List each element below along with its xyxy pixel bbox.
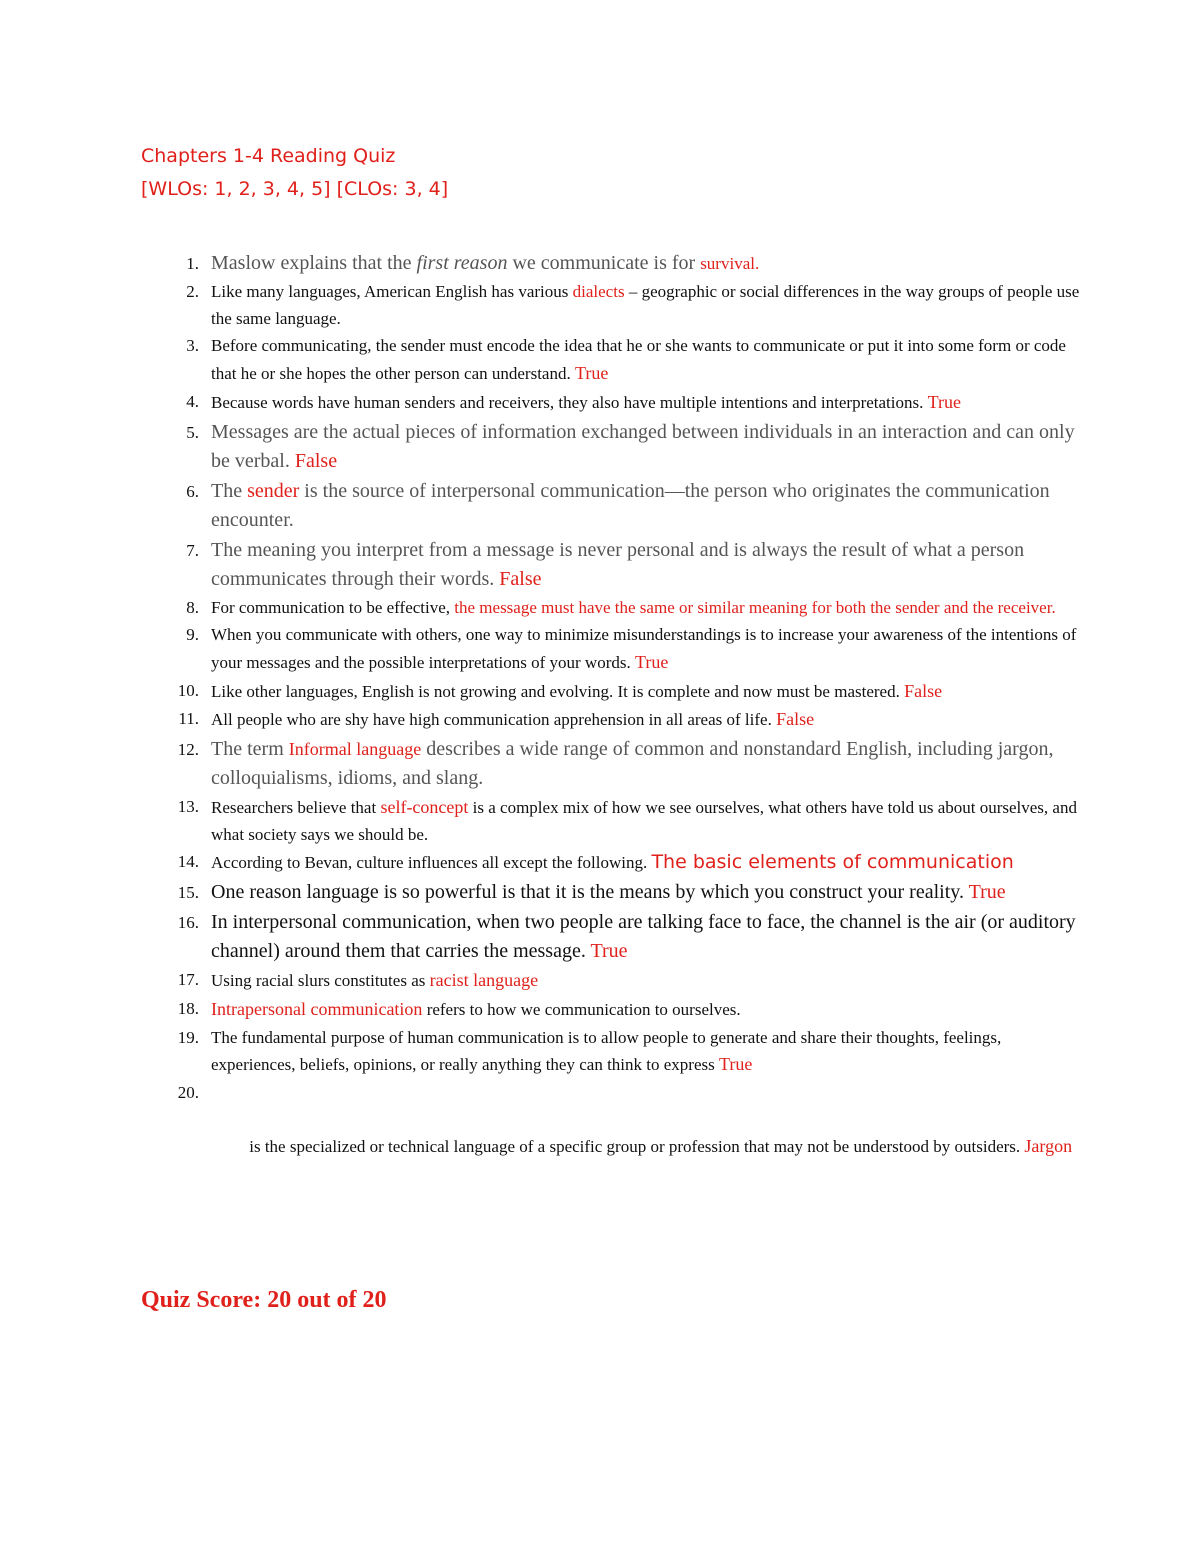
question-number: 1. <box>186 254 199 273</box>
answer-text: True <box>574 363 609 384</box>
question-item <box>177 967 1081 995</box>
question-number: 18. <box>177 998 199 1018</box>
answer-text: True <box>927 391 961 412</box>
question-item <box>177 878 1081 907</box>
question-item <box>186 279 1081 332</box>
answer-text: True <box>634 651 669 672</box>
question-text: All people who are shy have high communication apprehension in all areas of life. <box>211 710 777 730</box>
question-text: Messages are the actual pieces of information exchanged between individuals in an interaction and can only be verbal. <box>211 420 1075 472</box>
question-text: One reason language is so powerful is that it is the means by which you construct your reality. <box>211 881 969 904</box>
question-number: 8. <box>186 597 199 617</box>
answer-text: The basic elements of communication <box>651 851 1014 874</box>
question-number: 19. <box>177 1027 199 1047</box>
question-text: Because words have human senders and receivers, they also have multiple intentions and interpretations. <box>211 392 928 412</box>
question-text: Researchers believe that <box>211 798 381 818</box>
question-number: 9. <box>186 625 199 645</box>
question-item <box>186 595 1081 622</box>
question-number: 17. <box>177 970 199 990</box>
answer-text: dialects <box>572 282 625 301</box>
question-text: we communicate is for <box>507 252 701 274</box>
answer-text: self-concept <box>380 797 469 818</box>
question-number: 7. <box>186 540 199 560</box>
question-text: is the specialized or technical language of a specific group or profession that may not be understood by outsiders. <box>236 1137 1025 1157</box>
answer-text: survival. <box>700 254 760 273</box>
quiz-score: Quiz Score: 20 out of 20 <box>141 1287 387 1313</box>
question-text: Before communicating, the sender must encode the idea that he or she wants to communicate or put it into some form or code that he or she hopes the other person can understand. <box>211 336 1066 384</box>
answer-text: Informal language <box>288 739 422 760</box>
question-number: 5. <box>186 422 199 442</box>
question-text: According to Bevan, culture influences all except the following. <box>211 853 652 873</box>
question-item <box>178 706 1081 734</box>
question-number: 14. <box>177 852 199 872</box>
question-item <box>186 389 1081 417</box>
answer-text: the message must have the same or similar meaning for both the sender and the receiver. <box>454 597 1056 617</box>
question-number: 20. <box>177 1082 199 1102</box>
question-text: – geographic or social differences in the way groups of people use the same language. <box>211 282 1080 328</box>
question-text: The fundamental purpose of human communication is to allow people to generate and share their thoughts, feelings, experiences, beliefs, opinions, or really anything they can think to express <box>211 1027 1002 1075</box>
question-text: The term <box>211 738 289 761</box>
question-item <box>186 536 1081 594</box>
question-item <box>177 908 1081 966</box>
question-item <box>177 849 1081 877</box>
question-text: is a complex mix of how we see ourselves, what others have told us about ourselves, and what society says we should be. <box>211 798 1077 844</box>
question-list <box>177 249 1081 1189</box>
question-item <box>186 622 1081 676</box>
answer-text: False <box>499 567 542 590</box>
question-item <box>177 794 1081 848</box>
question-text: The <box>211 479 248 502</box>
answer-text: True <box>718 1054 753 1075</box>
learning-outcomes: [WLOs: 1, 2, 3, 4, 5] [CLOs: 3, 4] <box>141 178 449 200</box>
question-text: Like many languages, American English has various <box>211 282 573 301</box>
question-number: 10. <box>177 680 199 700</box>
question-number: 6. <box>186 481 199 501</box>
question-item <box>186 333 1081 387</box>
question-text: Using racial slurs constitutes as <box>211 971 430 991</box>
answer-text: True <box>968 881 1006 904</box>
answer-text: False <box>294 449 338 472</box>
quiz-title: Chapters 1-4 Reading Quiz <box>141 145 396 167</box>
answer-text: Intrapersonal communication <box>211 998 423 1019</box>
question-item <box>177 678 1081 706</box>
question-item <box>177 1080 1081 1188</box>
question-text: When you communicate with others, one way to minimize misunderstandings is to increase your awareness of the intentions of your messages and the possible interpretations of your words. <box>211 625 1077 672</box>
answer-text: Jargon <box>1024 1136 1073 1157</box>
question-text: For communication to be effective, <box>211 597 455 617</box>
question-number: 3. <box>186 336 199 356</box>
question-number: 15. <box>177 883 199 903</box>
answer-text: racist language <box>429 970 539 991</box>
question-item <box>177 996 1081 1024</box>
question-number: 13. <box>177 797 199 817</box>
question-text: describes a wide range of common and nonstandard English, including jargon, colloquialisms, idioms, and slang. <box>211 738 1054 790</box>
question-emphasis: first reason <box>416 252 508 274</box>
question-item <box>177 735 1081 793</box>
question-number: 12. <box>177 740 199 760</box>
answer-text: True <box>590 940 628 963</box>
question-item <box>186 249 1081 278</box>
question-text: In interpersonal communication, when two people are talking face to face, the channel is the air (or auditory channel) around them that carries the message. <box>211 911 1076 963</box>
answer-text: False <box>904 680 943 701</box>
question-number: 11. <box>178 709 199 729</box>
question-item <box>186 477 1081 535</box>
question-text: The meaning you interpret from a message is never personal and is always the result of what a person communicates through their words. <box>211 538 1025 590</box>
question-text: is the source of interpersonal communication—the person who originates the communication encounter. <box>211 479 1050 531</box>
question-text: Maslow explains that the <box>211 252 417 274</box>
question-number: 4. <box>186 391 199 411</box>
question-number: 16. <box>177 913 199 933</box>
question-number: 2. <box>186 282 199 301</box>
answer-text: False <box>776 709 815 730</box>
question-item <box>177 1025 1081 1079</box>
question-text: refers to how we communication to ourselves. <box>422 999 741 1019</box>
question-text: Like other languages, English is not growing and evolving. It is complete and now must be mastered. <box>211 681 905 701</box>
question-item <box>186 418 1081 476</box>
answer-text: sender <box>247 479 300 502</box>
